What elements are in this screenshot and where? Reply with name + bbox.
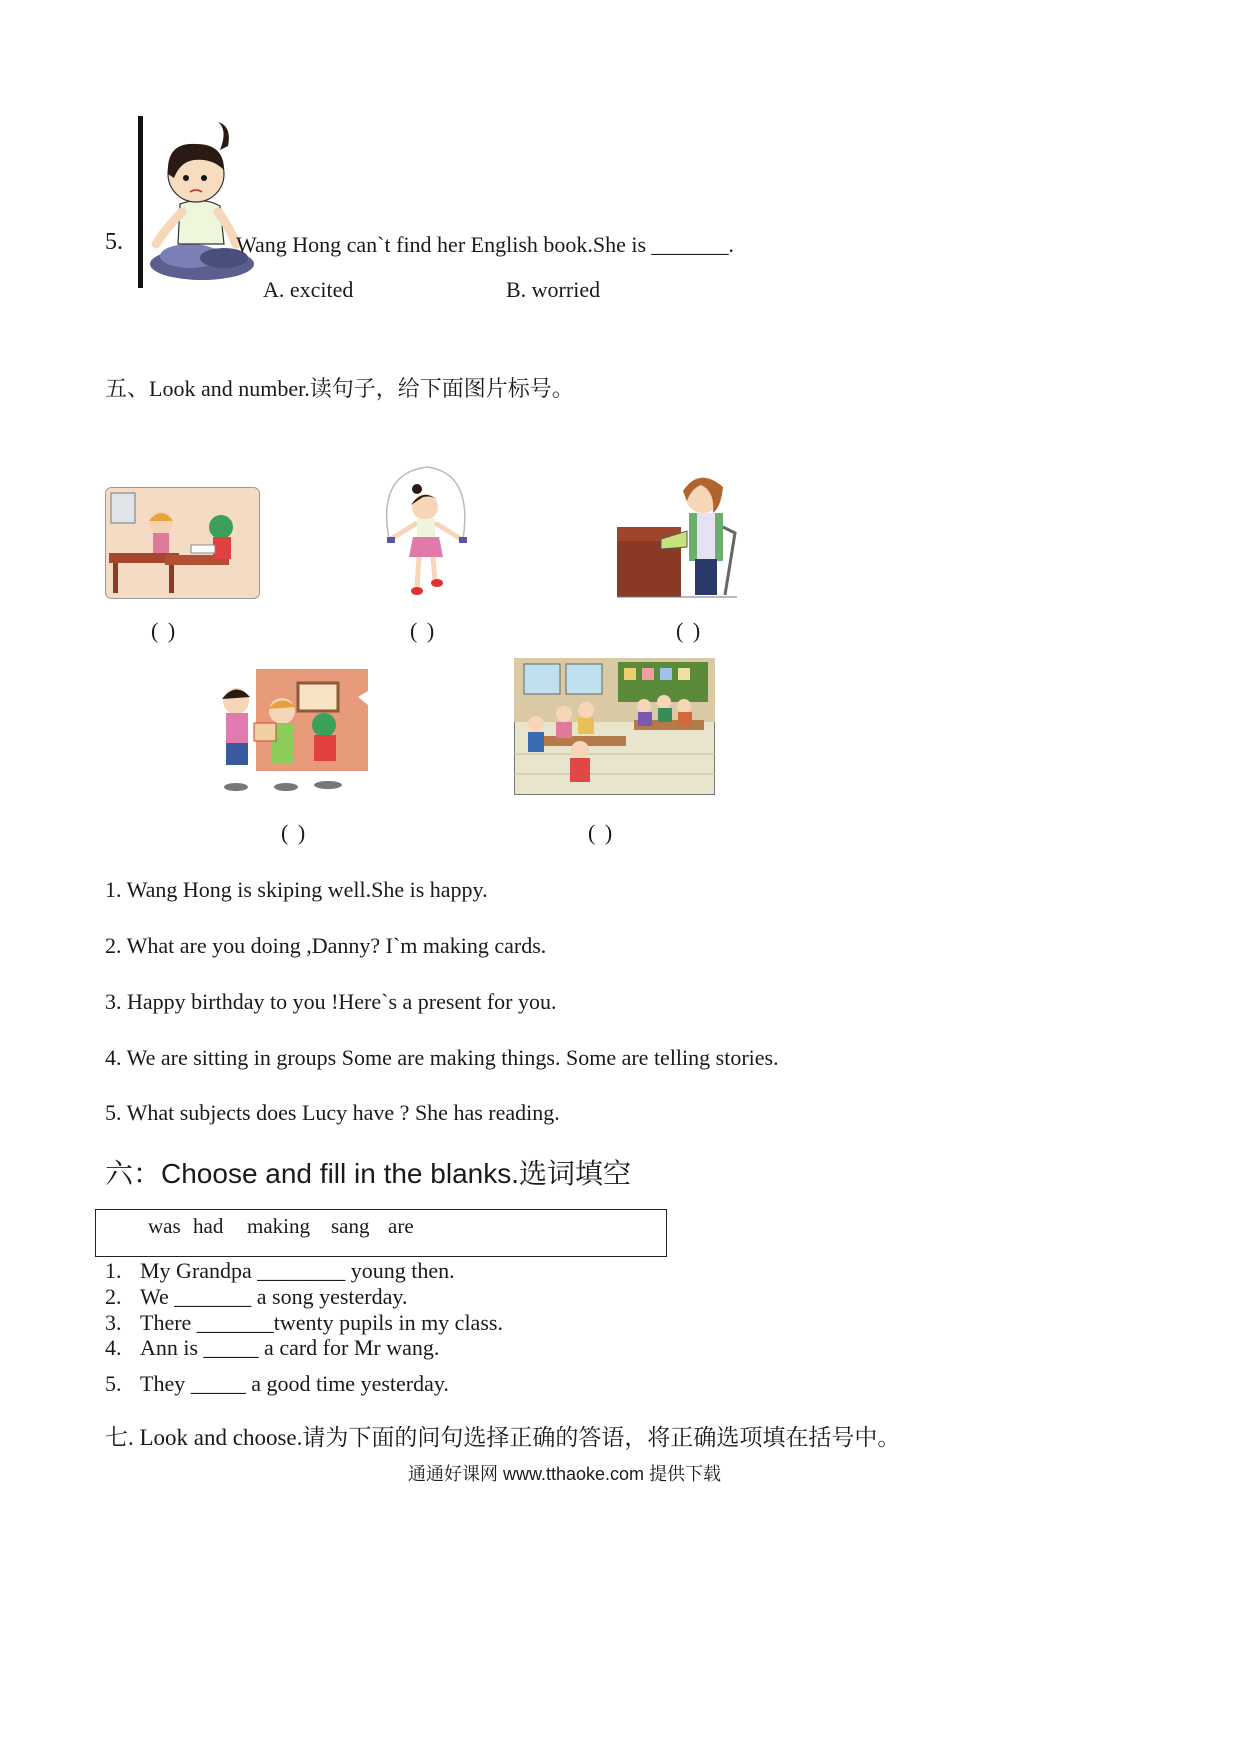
picture-classroom-desk xyxy=(105,487,260,599)
section-6-heading: 六：Choose and fill in the blanks.选词填空 xyxy=(105,1158,631,1189)
sentence-2: 2. What are you doing ,Danny? I`m making cards. xyxy=(105,933,547,958)
footer-text: 通通好课网 www.tthaoke.com 提供下载 xyxy=(408,1464,722,1484)
word-bank-box xyxy=(95,1209,667,1257)
option-b: B. worried xyxy=(506,277,601,302)
answer-blank-5[interactable]: ( ) xyxy=(588,820,615,845)
sentence-5: 5. What subjects does Lucy have ? She has reading. xyxy=(105,1100,560,1125)
question-number: 5. xyxy=(105,229,123,255)
answer-blank-2[interactable]: ( ) xyxy=(410,618,437,643)
fill-item-number: 4. xyxy=(105,1335,122,1360)
vertical-bar xyxy=(138,116,144,288)
fill-item-text: We _______ a song yesterday. xyxy=(140,1284,408,1309)
fill-item-number: 1. xyxy=(105,1258,122,1283)
worried-girl-illustration xyxy=(146,116,258,286)
question-5-sentence: Wang Hong can`t find her English book.She is _______. xyxy=(236,232,735,257)
fill-item-text: There _______twenty pupils in my class. xyxy=(140,1310,503,1335)
fill-item-number: 3. xyxy=(105,1310,122,1335)
picture-girl-skipping xyxy=(377,463,475,600)
word-bank-word: had xyxy=(193,1214,224,1238)
picture-classroom-groups xyxy=(514,658,715,795)
fill-item-text: They _____ a good time yesterday. xyxy=(140,1371,449,1396)
answer-blank-1[interactable]: ( ) xyxy=(151,618,178,643)
answer-blank-3[interactable]: ( ) xyxy=(676,618,703,643)
section-5-heading: 五、Look and number.读句子，给下面图片标号。 xyxy=(105,376,574,401)
word-bank-word: are xyxy=(388,1214,414,1238)
fill-item-number: 5. xyxy=(105,1371,122,1396)
answer-blank-4[interactable]: ( ) xyxy=(281,820,308,845)
sentence-4: 4. We are sitting in groups Some are making things. Some are telling stories. xyxy=(105,1045,779,1070)
sentence-1: 1. Wang Hong is skiping well.She is happy. xyxy=(105,877,488,902)
sentence-3: 3. Happy birthday to you !Here`s a present for you. xyxy=(105,989,557,1014)
fill-item-number: 2. xyxy=(105,1284,122,1309)
section-7-heading: 七. Look and choose.请为下面的问句选择正确的答语，将正确选项填在括号中。 xyxy=(105,1425,901,1450)
option-a: A. excited xyxy=(263,277,354,302)
word-bank-word: was xyxy=(148,1214,181,1238)
word-bank-word: making xyxy=(247,1214,310,1238)
word-bank-word: sang xyxy=(331,1214,370,1238)
fill-item-text: Ann is _____ a card for Mr wang. xyxy=(140,1335,440,1360)
picture-birthday-present xyxy=(206,667,370,795)
picture-girl-reading xyxy=(617,467,739,599)
fill-item-text: My Grandpa ________ young then. xyxy=(140,1258,455,1283)
